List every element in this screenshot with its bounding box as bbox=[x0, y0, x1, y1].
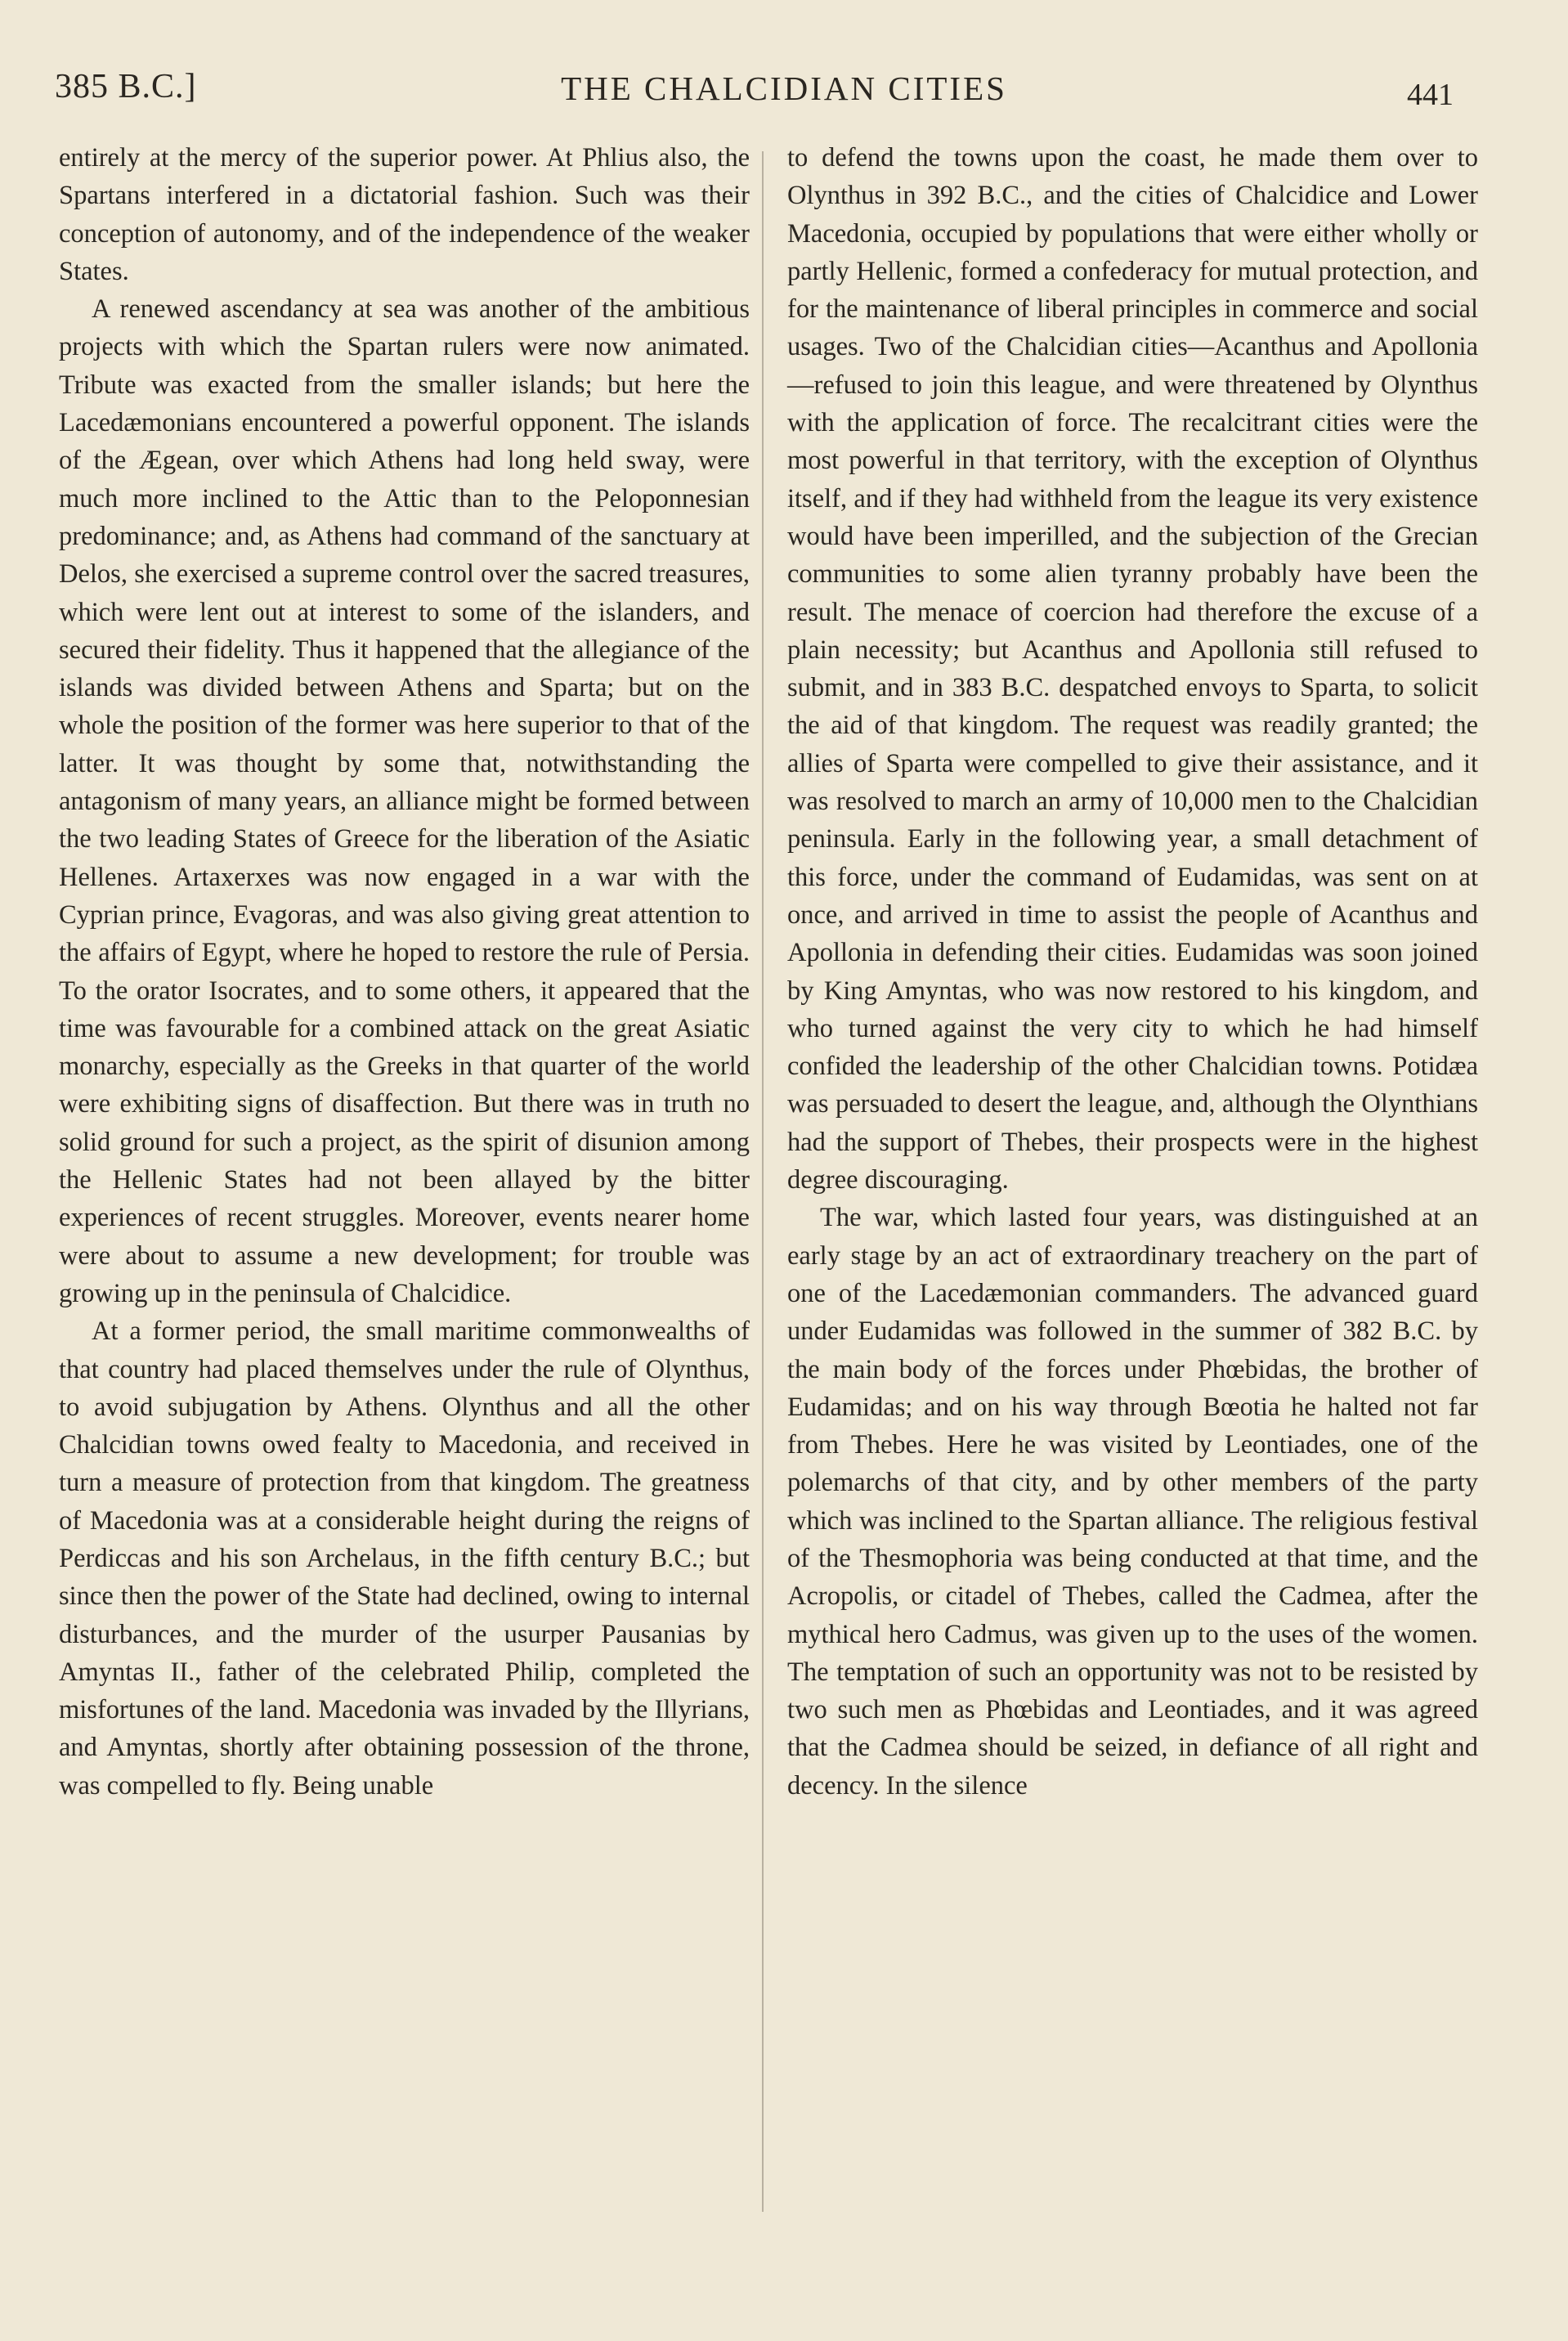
paragraph: A renewed ascendancy at sea was another of the ambitious projects with which the Spartan rulers were now animated. Tribute was exacted from the smaller islands; but here the Lacedæmonians encountered a powerful opponent. The islands of the Ægean, over which Athens had long held sway, were much more inclined to the Attic than to the Peloponnesian predominance; and, as Athens had command of the sanctuary at Delos, she exercised a supreme control over the sacred treasures, which were lent out at interest to some of the islanders, and secured their fidelity. Thus it happened that the allegiance of the islands was divided between Athens and Sparta; but on the whole the position of the former was here superior to that of the latter. It was thought by some that, notwithstanding the antagonism of many years, an alliance might be formed between the two leading States of Greece for the liberation of the Asiatic Hellenes. Artaxerxes was now engaged in a war with the Cyprian prince, Evagoras, and was also giving great attention to the affairs of Egypt, where he hoped to restore the rule of Persia. To the orator Isocrates, and to some others, it appeared that the time was favourable for a combined attack on the great Asiatic monarchy, especially as the Greeks in that quarter of the world were exhibiting signs of disaffection. But there was in truth no solid ground for such a project, as the spirit of disunion among the Hellenic States had not been allayed by the bitter experiences of recent struggles. Moreover, events nearer home were about to assume a new development; for trouble was growing up in the peninsula of Chalcidice. bbox=[59, 294, 750, 1308]
paragraph: The war, which lasted four years, was distinguished at an early stage by an act of extraordinary treachery on the part of one of the Lacedæmonian commanders. The advanced guard under Eudamidas was followed in the summer of 382 B.C. by the main body of the forces under Phœbidas, the brother of Eudamidas; and on his way through Bœotia he halted not far from Thebes. Here he was visited by Leontiades, one of the polemarchs of that city, and by other members of the party which was inclined to the Spartan alliance. The religious festival of the Thesmophoria was being conducted at that time, and the Acropolis, or citadel of Thebes, called the Cadmea, after the mythical hero Cadmus, was given up to the uses of the women. The temptation of such an opportunity was not to be resisted by two such men as Phœbidas and Leontiades, and it was agreed that the Cadmea should be seized, in defiance of all right and decency. In the silence bbox=[787, 1203, 1478, 1801]
page-number: 441 bbox=[1407, 78, 1454, 112]
paragraph: At a former period, the small maritime commonwealths of that country had placed themselves under the rule of Olynthus, to avoid subjugation by Athens. Olynthus and all the other Chalcidian towns owed fealty to Macedonia, and received in turn a measure of protection from that kingdom. The greatness of Macedonia was at a considerable height during the reigns of Perdiccas and his son Archelaus, in the fifth century B.C.; but since then the power of the State had declined, owing to internal disturbances, and the murder of the usurper Pausanias by Amyntas II., father of the celebrated Philip, completed the misfortunes of the land. Macedonia was invaded by the Illyrians, and Amyntas, shortly after obtaining possession of the throne, was compelled to fly. Being unable bbox=[59, 1316, 750, 1801]
running-title: THE CHALCIDIAN CITIES bbox=[561, 70, 1007, 107]
paragraph: to defend the towns upon the coast, he made them over to Olynthus in 392 B.C., and the cities of Chalcidice and Lower Macedonia, occupied by populations that were either wholly or partly Hellenic, formed a confederacy for mutual protection, and for the maintenance of liberal principles in commerce and social usages. Two of the Chalcidian cities—Acanthus and Apollonia—refused to join this league, and were threatened by Olynthus with the application of force. The recalcitrant cities were the most powerful in that territory, with the exception of Olynthus itself, and if they had withheld from the league its very existence would have been imperilled, and the subjection of the Grecian communities to some alien tyranny probably have been the result. The menace of coercion had therefore the excuse of a plain necessity; but Acanthus and Apollonia still refused to submit, and in 383 B.C. despatched envoys to Sparta, to solicit the aid of that kingdom. The request was readily granted; the allies of Sparta were compelled to give their assistance, and it was resolved to march an army of 10,000 men to the Chalcidian peninsula. Early in the following year, a small detachment of this force, under the command of Eudamidas, was sent on at once, and arrived in time to assist the people of Acanthus and Apollonia in defending their cities. Eudamidas was soon joined by King Amyntas, who was now restored to his kingdom, and who turned against the very city to which he had himself confided the leadership of the other Chalcidian towns. Potidæa was persuaded to desert the league, and, although the Olynthians had the support of Thebes, their prospects were in the highest degree discouraging. bbox=[787, 143, 1478, 1195]
running-date: 385 B.C.] bbox=[55, 68, 197, 105]
paragraph: entirely at the mercy of the superior power. At Phlius also, the Spartans interfered in a dictatorial fashion. Such was their conception of autonomy, and of the independence of the weaker States. bbox=[59, 143, 750, 286]
page-header bbox=[0, 59, 1568, 124]
left-column bbox=[59, 139, 750, 1805]
column-divider bbox=[762, 151, 764, 2212]
right-column bbox=[787, 139, 1478, 1805]
